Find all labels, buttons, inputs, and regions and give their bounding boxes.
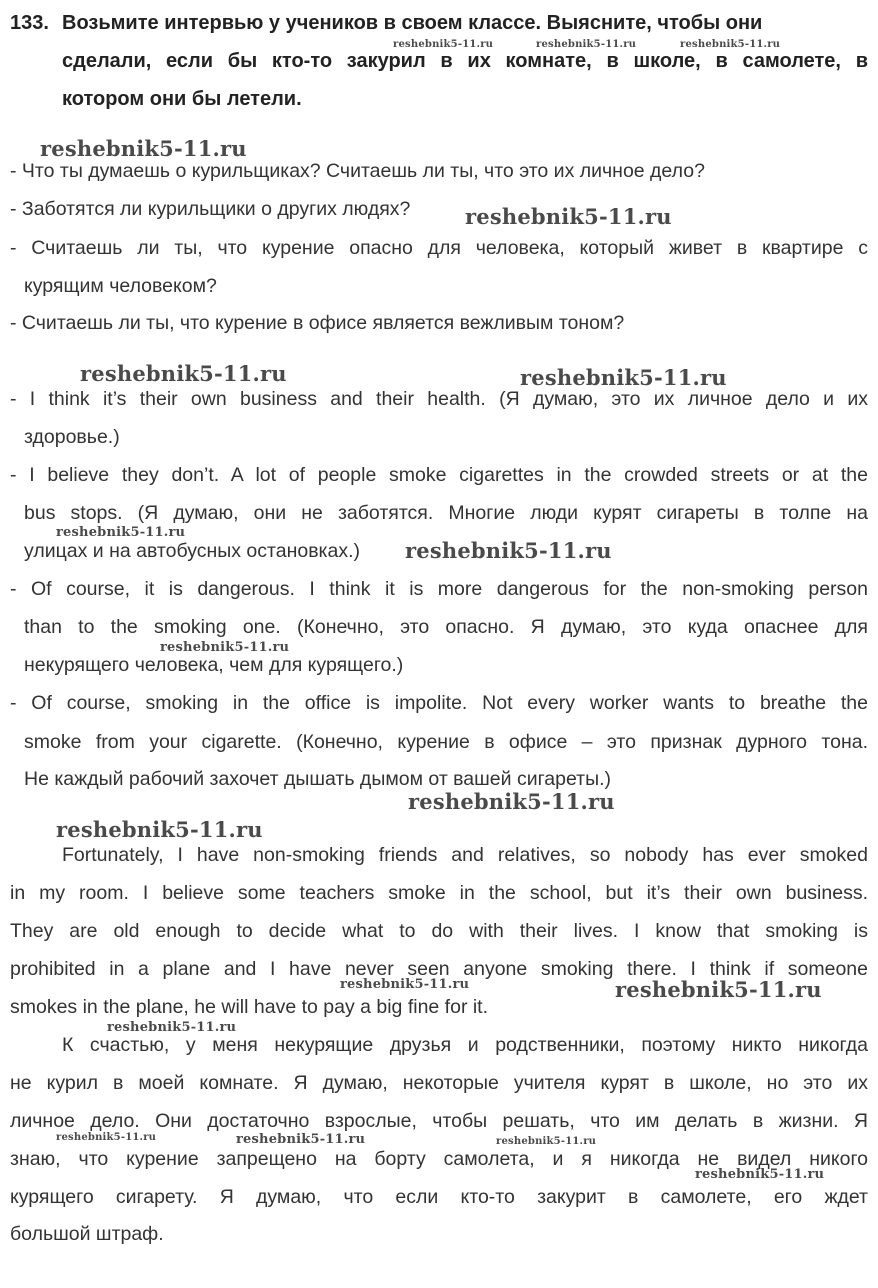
watermark: reshebnik5-11.ru — [536, 39, 637, 50]
question-4: - Считаешь ли ты, что курение в офисе является вежливым тоном? — [10, 312, 625, 334]
answer-2: - I believe they don’t. A lot of people smoke cigarettes in the crowded streets or at the — [10, 464, 868, 486]
russian-paragraph-line-6: большой штраф. — [10, 1223, 164, 1245]
russian-paragraph-line-2: не курил в моей комнате. Я думаю, некоторые учителя курят в школе, но это их — [10, 1072, 868, 1094]
watermark: reshebnik5-11.ru — [340, 977, 470, 992]
watermark: reshebnik5-11.ru — [520, 365, 727, 390]
watermark: reshebnik5-11.ru — [40, 136, 247, 161]
english-paragraph-line-4: prohibited in a plane and I have never seen anyone smoking there. I think if someone — [10, 958, 868, 980]
russian-paragraph-line-5: курящего сигарету. Я думаю, что если кто-то закурит в самолете, его ждет — [10, 1186, 868, 1208]
answer-2-end: улицах и на автобусных остановках.) — [24, 540, 361, 562]
russian-paragraph-line-3: личное дело. Они достаточно взрослые, чтобы решать, что им делать в жизни. Я — [10, 1110, 868, 1132]
watermark: reshebnik5-11.ru — [680, 39, 781, 50]
answer-4-cont: smoke from your cigarette. (Конечно, курение в офисе – это признак дурного тона. — [24, 731, 868, 753]
watermark: reshebnik5-11.ru — [107, 1020, 237, 1035]
watermark: reshebnik5-11.ru — [408, 789, 615, 814]
question-2: - Заботятся ли курильщики о других людях? — [10, 198, 411, 220]
english-paragraph-line-2: in my room. I believe some teachers smoke in the school, but it’s their own business. — [10, 882, 868, 904]
answer-3-cont: than to the smoking one. (Конечно, это опасно. Я думаю, это куда опаснее для — [24, 616, 868, 638]
watermark: reshebnik5-11.ru — [615, 977, 822, 1002]
watermark: reshebnik5-11.ru — [56, 817, 263, 842]
question-3-cont: курящим человеком? — [24, 275, 217, 297]
watermark: reshebnik5-11.ru — [80, 361, 287, 386]
watermark: reshebnik5-11.ru — [56, 1132, 157, 1143]
answer-3-end: некурящего человека, чем для курящего.) — [24, 654, 404, 676]
answer-4-end: Не каждый рабочий захочет дышать дымом от вашей сигареты.) — [24, 768, 612, 790]
question-1: - Что ты думаешь о курильщиках? Считаешь ли ты, что это их личное дело? — [10, 160, 705, 182]
watermark: reshebnik5-11.ru — [160, 640, 290, 655]
english-paragraph-line-1: Fortunately, I have non-smoking friends and relatives, so nobody has ever smoked — [62, 844, 868, 866]
watermark: reshebnik5-11.ru — [405, 538, 612, 563]
task-heading — [10, 4, 868, 118]
task-number: 133. — [10, 12, 49, 34]
task-line-1: 133. Возьмите интервью у учеников в своем классе. Выясните, чтобы они — [10, 4, 868, 42]
watermark: reshebnik5-11.ru — [56, 525, 186, 540]
answer-1-cont: здоровье.) — [24, 426, 120, 448]
watermark: reshebnik5-11.ru — [393, 39, 494, 50]
russian-paragraph-line-1: К счастью, у меня некурящие друзья и родственники, поэтому никто никогда — [62, 1034, 868, 1056]
english-paragraph-line-3: They are old enough to decide what to do with their lives. I know that smoking is — [10, 920, 868, 942]
watermark: reshebnik5-11.ru — [236, 1132, 366, 1147]
answer-4: - Of course, smoking in the office is impolite. Not every worker wants to breathe the — [10, 692, 868, 714]
task-line-2: сделали, если бы кто-то закурил в их комнате, в школе, в самолете, в — [62, 50, 868, 72]
russian-paragraph-line-4: знаю, что курение запрещено на борту самолета, и я никогда не видел никого — [10, 1148, 868, 1170]
watermark: reshebnik5-11.ru — [465, 204, 672, 229]
answer-1: - I think it’s their own business and their health. (Я думаю, это их личное дело и их — [10, 388, 868, 410]
task-line-3: котором они бы летели. — [62, 88, 302, 110]
question-3: - Считаешь ли ты, что курение опасно для человека, который живет в квартире с — [10, 237, 868, 259]
watermark: reshebnik5-11.ru — [496, 1136, 597, 1147]
answer-3: - Of course, it is dangerous. I think it is more dangerous for the non-smoking person — [10, 578, 868, 600]
english-paragraph-line-5: smokes in the plane, he will have to pay a big fine for it. — [10, 996, 489, 1018]
answer-2-cont: bus stops. (Я думаю, они не заботятся. Многие люди курят сигареты в толпе на — [24, 502, 868, 524]
watermark: reshebnik5-11.ru — [695, 1167, 825, 1182]
